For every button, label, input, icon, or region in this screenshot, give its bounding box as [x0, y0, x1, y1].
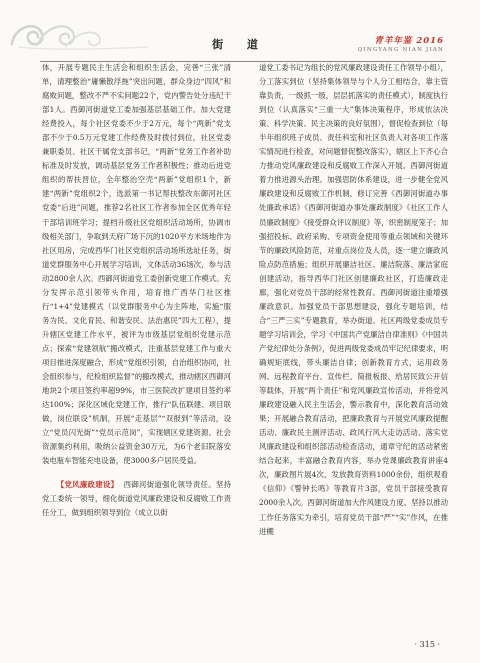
yearbook-pinyin: QINGYANG NIAN JIAN: [357, 47, 444, 53]
right-text-column: [259, 61, 448, 645]
entry-paragraph: [42, 478, 231, 520]
page-number: · 315 ·: [414, 640, 440, 649]
yearbook-title: 青羊年鉴 2016: [374, 36, 444, 46]
entry-title: 【党风廉政建设】: [56, 480, 119, 490]
body-paragraph: 道党工委书记为组长的党风廉政建设责任工作领导小组），分工落实到位（坚持集体领导与个人分工相结合，靠主管靠负责，一级抓一级，层层抓落实的责任模式），制度执行到位（认真落实“三重一大”集体决策程序，形成依法决策、科学决策、民主决策的良好氛围），督促检查到位（每半年组织班子成员、责任科室和社区负责人对各项工作落实情况进行检查，对问题督促整改落实），辖区上下齐心合力推动党风廉政建设和反腐败工作深入开展。西御河街道着力推进源头治理。加强思防体系建设，进一步健全党风廉政建设和反腐败工作机制，修订完善《西御河街道办事处廉政承诺》《西御河街道办事处廉政制度》《社区工作人员廉政制度》《接受群众评议制度》等，织密制度笼子；加强招投标、政府采购、专项资金使用等重点领域和关键环节的廉政风险防范，对重点岗位及人员，逐一建立廉政风险点防范措施；组织开展廉洁社区、廉洁院落、廉洁家庭创建活动，指导西华门社区创建廉政社区，打造廉政走廊，强化对党员干部的经常性教育。西御河街道注重增强廉政意识。加强党员干部思想建设，强化专题培训，结合“三严三实”专题教育，举办街道、社区两级党委成员专题学习培训会，学习《中国共产党廉洁自律准则》《中国共产党纪律处分条例》，促进两级党委成员牢记纪律要求，明确规矩底线，带头廉洁自律；创新教育方式，运用政务网、远程教育平台、宣传栏、简报板报、给居民致公开信等载体，开展“两个责任”和党风廉政宣传活动，并将党风廉政建设融入民主生活会，警示教育中，深化教育活动效果；开展融合教育活动，把廉政教育与开展党风廉政提醒活动、廉政民主测评活动、政风行风大走访活动、落实党风廉政建设和组织部活动检查活动，通章守纪的活动紧密结合起来，丰富融合教育内容，举办党课廉政教育讲座4次，廉政图片展4次，发放教育资料1000余份，组织观看《信仰》《警钟长鸣》等教育片3部，党员干部接受教育2000余人次。西御河街道加大作风建设力度。坚持以推动工作任务落实为牵引，培育党员干部“严”“实”作风，在推进棚: [259, 63, 448, 536]
page-header: [0, 14, 480, 58]
body-paragraph: 体，开展专题民主生活会和组织生活会，完善“三张”清单，清理整治“庸懒散浮拖”突出问题，群众身边“四风”和腐败问题，整改不严不实问题22个，党内警告处分违纪干部1人。西御河街道党工委加强基层基础工作。加大党建经费投入，每个社区党委不少于2万元，每个“两新”党支部不少于0.5万元党建工作经费及时拨付到位，社区党委兼职委员、社区干属党支部书记，“两新”党务工作者补助标准及时发放，调动基层党务工作者积极性；推动后进党组织的帮扶晋位，全年整治空壳“两新”党组织1个，新建“两新”党组织2个，选派第一书记帮扶整改东御河社区党委“后进”问题，推荐2名社区工作者参加全区优秀年轻干部培训班学习；提档升级社区党组织活动场所，协调市级相关部门，争取到天府广场下沉的1020平方米场地作为社区用房，完成西华门社区党组织活动场所选址任务，街道党群服务中心开展学习培训，文体活动36场次，参与活动2800余人次。西御河街道党工委创新党建工作模式。充分发挥示范引领带头作用，培育推广西华门社区推行“1+4”党建模式（以党群服务中心为主阵地，实施“服务为民、文化育民、和谐安民、法治惠民”四大工程），提升辖区党建工作水平，被评为市级基层党组织党建示范点；探索“党建领航”搬改模式，注重基层党建工作与重大项目推进深度融合，形成“党组织引领，自治组织协同，社会组织参与，纪检组织监督”的搬改模式，推动辖区西御河地块2个项目签约率超99%，市三医院改扩建项目签约率达100%；深化区域化党建工作，推行“队伍联建、项目联做，岗位联设”机制，开展“走基层”“双报到”等活动，设立“党员闪光街”“党员示范岗”，实现辖区党建资源、社会资源集约利用，吸纳公益资金30万元，为6个老旧院落安装电瓶车智能充电设备，使3000多户居民受益。: [42, 63, 231, 466]
entry-text: 西御河街道强化领导责任。坚持党工委统一领导，细化街道党风廉政建设和反腐败工作责任分工，做到组织领导到位（成立以街: [42, 480, 231, 518]
section-title: 街 道: [212, 38, 268, 51]
left-text-column: [42, 61, 231, 645]
